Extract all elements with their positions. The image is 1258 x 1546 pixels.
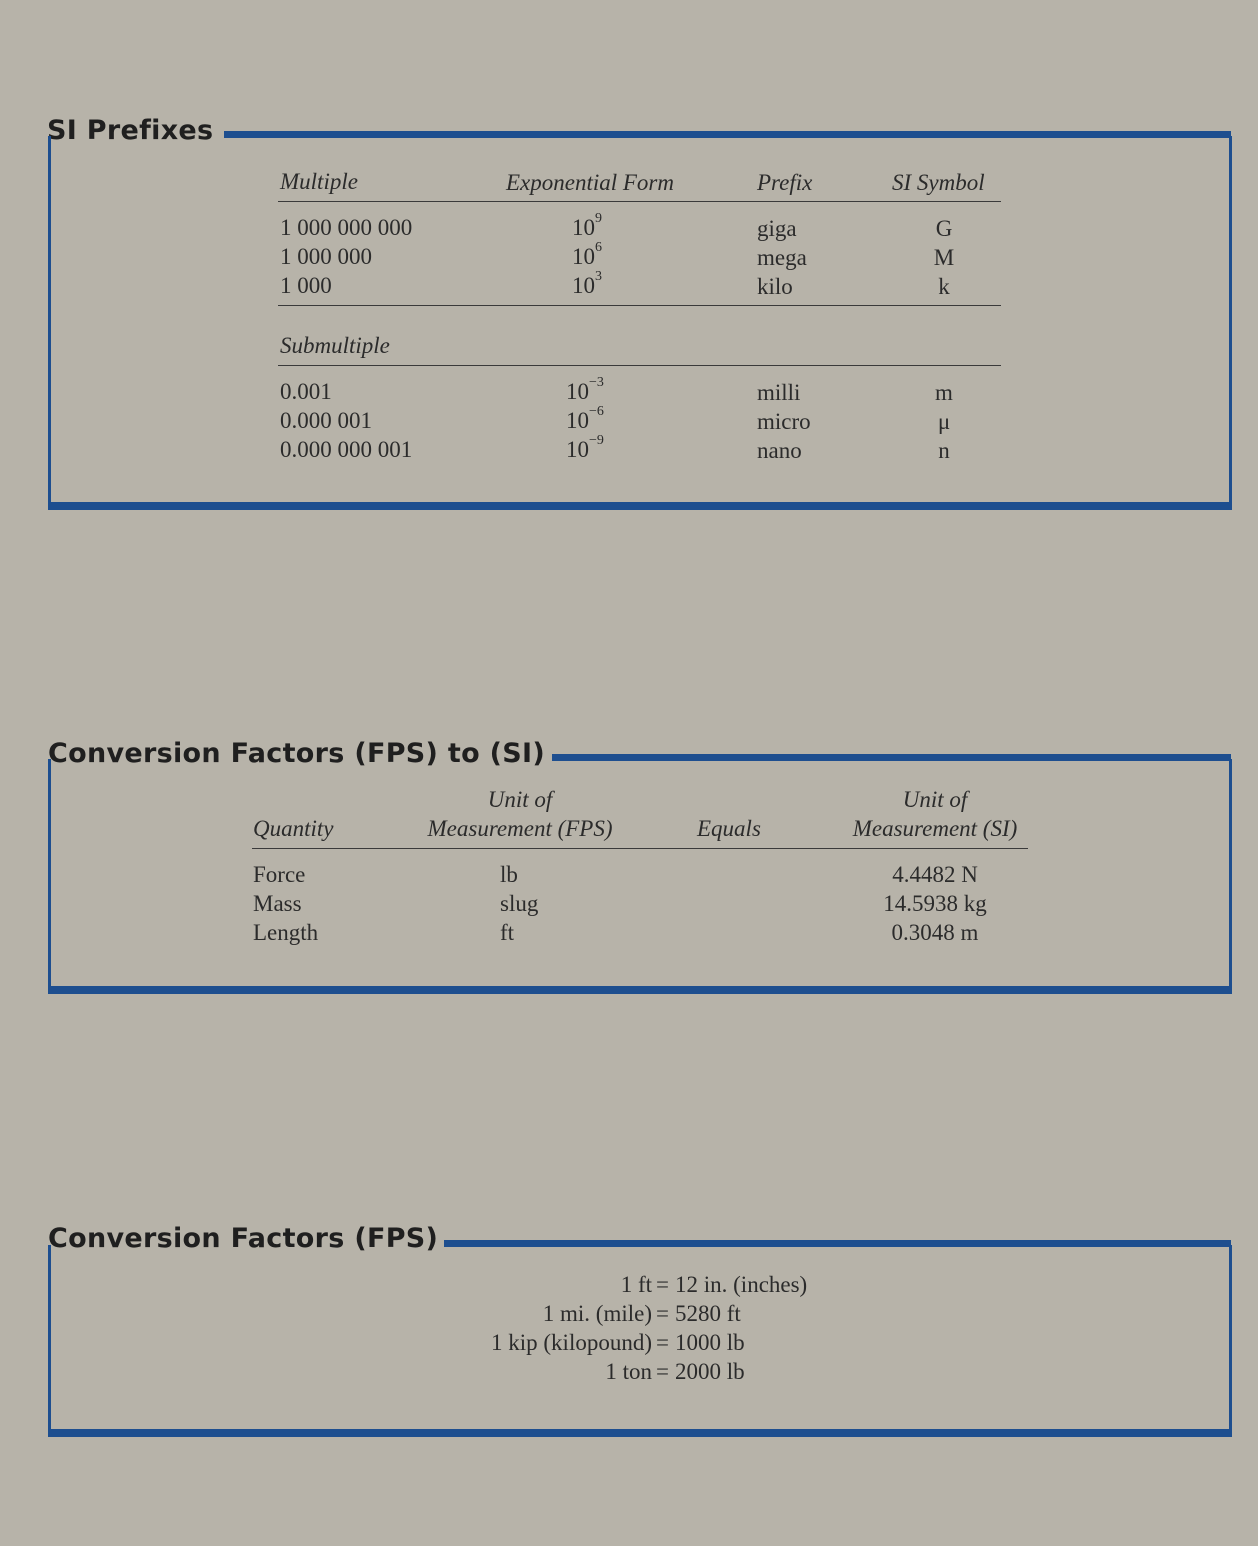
fps-left: 1 kip (kilopound)	[491, 1330, 652, 1355]
multiple-value: 1 000 000	[280, 244, 372, 269]
fps-equals: =	[656, 1359, 669, 1384]
submultiple-symbol: n	[938, 438, 950, 463]
fps-equals: =	[656, 1301, 669, 1326]
quantity-cell: Mass	[253, 891, 302, 916]
header-quantity: Quantity	[253, 816, 334, 841]
fps-left: 1 mi. (mile)	[542, 1301, 652, 1326]
multiple-exponent: $10^3$	[572, 269, 602, 298]
fps-unit-cell: ft	[500, 920, 515, 945]
submultiple-value: 0.001	[280, 379, 332, 404]
submultiple-exponent: $10^{-6}$	[566, 404, 604, 433]
header-si-line2: Measurement (SI)	[852, 816, 1018, 841]
multiple-symbol: k	[938, 274, 950, 299]
submultiple-symbol: m	[935, 380, 953, 405]
fps-title: Conversion Factors (FPS)	[48, 1223, 439, 1254]
multiple-prefix: mega	[757, 245, 807, 270]
submultiple-prefix: micro	[757, 409, 811, 434]
fps-left: 1 ft	[620, 1272, 652, 1297]
fps-left: 1 ton	[605, 1359, 652, 1384]
fps-to-si-header-rule	[252, 848, 1028, 849]
multiple-value: 1 000 000 000	[280, 215, 413, 240]
fps-right: 2000 lb	[675, 1359, 745, 1384]
fps-to-si-title: Conversion Factors (FPS) to (SI)	[48, 738, 546, 769]
submultiple-exponent: $10^{-3}$	[566, 375, 604, 404]
submultiple-symbol: μ	[937, 409, 951, 434]
header-fps-line2: Measurement (FPS)	[427, 816, 613, 841]
multiple-symbol: G	[935, 216, 953, 241]
submultiple-label: Submultiple	[280, 333, 390, 358]
submultiple-exponent: $10^{-9}$	[566, 433, 604, 462]
submultiple-prefix: milli	[757, 380, 801, 405]
fps-right: 12 in. (inches)	[675, 1272, 808, 1297]
header-si-line1: Unit of	[902, 787, 968, 812]
fps-right: 1000 lb	[675, 1330, 745, 1355]
multiple-prefix: kilo	[757, 274, 793, 299]
multiple-exponent: $10^6$	[572, 240, 602, 269]
fps-to-si-box	[48, 759, 1232, 994]
header-prefix: Prefix	[757, 170, 813, 195]
multiple-symbol: M	[933, 245, 955, 270]
submultiple-value: 0.000 001	[280, 408, 372, 433]
multiple-value: 1 000	[280, 273, 332, 298]
header-multiple: Multiple	[280, 169, 358, 194]
submultiple-value: 0.000 000 001	[280, 437, 413, 462]
quantity-cell: Force	[253, 862, 306, 887]
header-rule	[278, 201, 1001, 202]
submultiple-prefix: nano	[757, 438, 802, 463]
header-equals: Equals	[697, 816, 761, 841]
si-unit-cell: 14.5938 kg	[883, 891, 987, 916]
fps-equals: =	[656, 1330, 669, 1355]
multiples-rule	[278, 305, 1001, 306]
si-unit-cell: 4.4482 N	[892, 862, 978, 887]
fps-unit-cell: slug	[500, 891, 539, 916]
si-prefixes-title: SI Prefixes	[47, 115, 214, 146]
header-si-symbol: SI Symbol	[892, 170, 985, 195]
header-fps-line1: Unit of	[487, 787, 553, 812]
submultiple-rule	[278, 365, 1001, 366]
quantity-cell: Length	[253, 920, 319, 945]
si-unit-cell: 0.3048 m	[891, 920, 979, 945]
fps-equals: =	[656, 1272, 669, 1297]
multiple-prefix: giga	[757, 216, 797, 241]
header-exponential-form: Exponential Form	[506, 170, 674, 195]
multiple-exponent: $10^9$	[572, 211, 602, 240]
fps-unit-cell: lb	[500, 862, 518, 887]
fps-right: 5280 ft	[675, 1301, 741, 1326]
